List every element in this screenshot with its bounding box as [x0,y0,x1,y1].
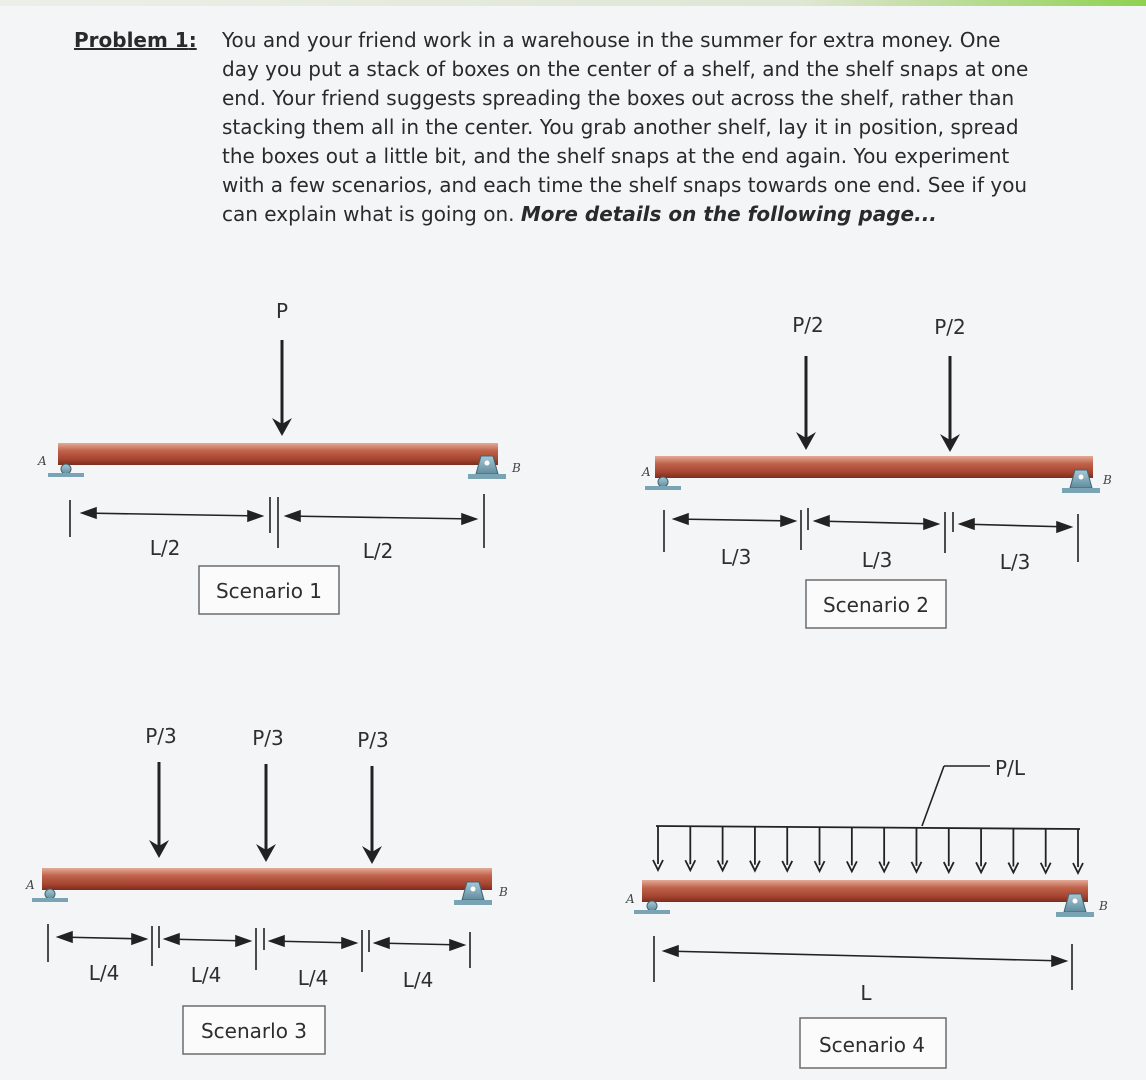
s1-dimension-lines [70,494,484,548]
s3-span-2: L/4 [190,963,222,987]
s2-load-arrow-1 [796,356,816,450]
s3-load-label-2: P/3 [252,726,284,750]
s1-support-a-label: A [38,454,47,468]
s2-title: Scenario 2 [822,593,930,617]
s2-span-3: L/3 [999,550,1031,574]
scenario-3 [25,724,508,1054]
s4-span: L [860,981,872,1005]
s1-support-b-label: B [512,461,521,475]
s4-support-a-label: A [626,892,635,906]
scenario-2 [641,313,1112,628]
s1-span-right: L/2 [362,539,394,563]
s4-beam [642,880,1088,902]
scenario-4 [625,756,1108,1068]
s3-span-4: L/4 [402,968,434,992]
more-details-note: More details on the following page... [520,202,937,226]
problem-label: Problem 1: [74,28,197,52]
s4-title: Scenario 4 [818,1033,926,1057]
s2-span-1: L/3 [720,545,752,569]
s4-distributed-load [653,826,1083,873]
s3-span-3: L/4 [297,966,329,990]
s3-load-label-1: P/3 [145,724,177,748]
s4-load-leader [922,766,990,826]
scenario-1 [37,299,521,614]
s2-support-a-label: A [642,465,651,479]
s4-load-label: P/L [995,756,1025,780]
s3-load-arrow-3 [362,766,382,864]
s3-beam [42,868,492,890]
s3-support-b-label: B [499,885,508,899]
s2-load-arrow-2 [940,356,960,452]
problem-body-text: You and your friend work in a warehouse in the summer for extra money. One day you put a stack of boxes on the center of a shelf, and the shelf snaps at one end. Your friend suggests spreading the boxes out across the shelf, rather than stacking them all in the center. You grab another shelf, lay it in position, spread the boxes out a little bit, and the shelf snaps at the end again. You experiment with a few scenarios, and each time the shelf snaps towards one end. See if you can explain what is going on. [222,28,1029,226]
s2-load-label-2: P/2 [934,315,966,339]
s2-load-label-1: P/2 [792,313,824,337]
s3-load-label-3: P/3 [357,728,389,752]
s3-support-a-label: A [26,878,35,892]
s1-span-left: L/2 [149,536,181,560]
s2-beam [655,456,1093,478]
s3-span-1: L/4 [88,961,120,985]
s2-span-2: L/3 [861,548,893,572]
s1-load-label: P [275,299,289,323]
s3-load-arrow-2 [256,764,276,862]
s4-support-b-label: B [1099,899,1108,913]
s3-title: Scenarlo 3 [200,1019,308,1043]
s1-title: Scenario 1 [215,579,323,603]
s3-load-arrow-1 [149,762,169,858]
s1-beam [58,443,498,465]
s2-support-b-label: B [1103,473,1112,487]
s1-load-arrow [272,340,292,436]
